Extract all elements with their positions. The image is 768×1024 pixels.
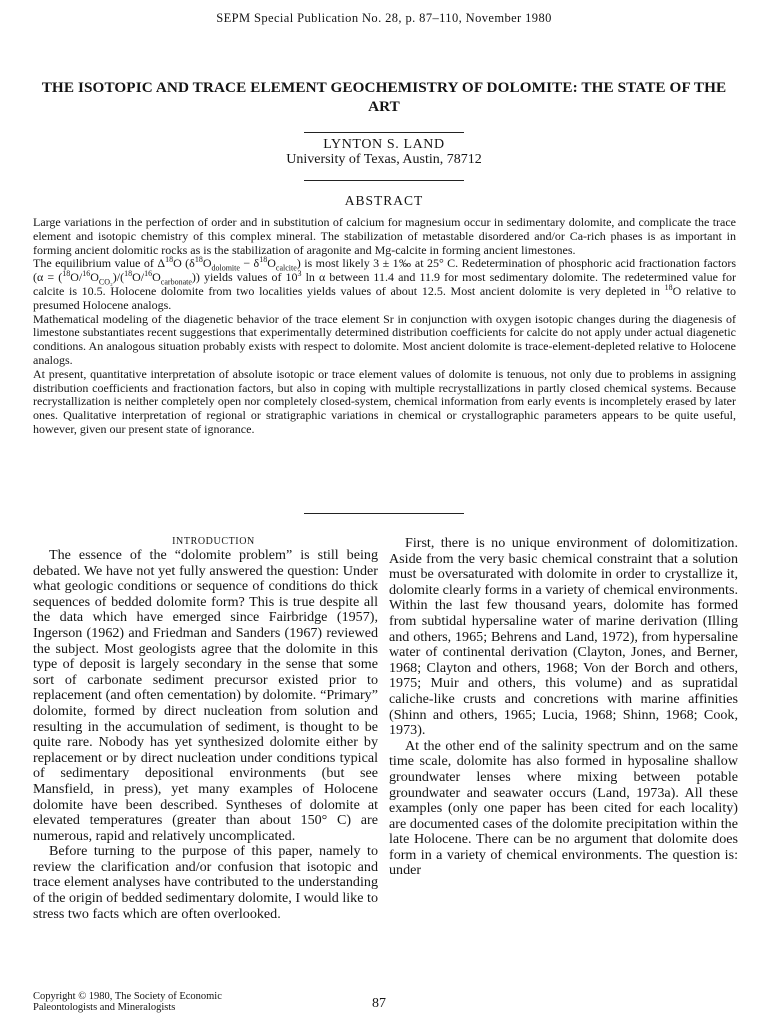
introduction-paragraph-2: Before turning to the purpose of this paper, namely to review the clarification and/or confusion that isotopic and trace element analyses have contributed to the understanding of the origin of bedded sedimentary dolomite, I would like to stress two facts which are often overlooked. bbox=[33, 844, 378, 922]
body-column-left bbox=[33, 536, 378, 922]
introduction-paragraph-3: First, there is no unique environment of dolomitization. Aside from the very basic chemical constraint that a solution must be oversaturated with dolomite in order to crystallize it, dolomite clearly forms in a variety of chemical environments. Within the last few thousand years, dolomite has formed from subtidal hypersaline water of marine derivation (Illing and others, 1965; Behrens and Land, 1972), from hypersaline water of continental derivation (Clayton, Jones, and Berner, 1968; Clayton and others, 1968; Von der Borch and others, 1975; Muir and others, this volume) and as supratidal caliche-like crusts and concretions with marine affinities (Shinn and others, 1965; Lucia, 1968; Shinn, 1968; Cook, 1973). bbox=[389, 535, 738, 739]
introduction-paragraph-4: At the other end of the salinity spectrum and on the same time scale, dolomite has also formed in hyposaline shallow groundwater lenses where mixing between potable groundwater and seawater occurs (Land, 1973a). All these examples (only one paper has been cited for each locality) are documented cases of the dolomite precipitation within the late Holocene. There can be no argument that dolomite does form in a variety of chemical environments. The question is: under bbox=[389, 737, 738, 879]
running-head: SEPM Special Publication No. 28, p. 87–110, November 1980 bbox=[216, 11, 552, 25]
abstract-paragraph-4: At present, quantitative interpretation of absolute isotopic or trace element values of dolomite is tenuous, not only due to problems in assigning distribution coefficients and fractionation factors, but also in coping with multiple recrystallizations in partly closed chemical systems. Because recrystallization is neither completely open nor completely closed-system, chemical information from early events is incompletely erased by later ones. Qualitative interpretation of regional or stratigraphic variations in chemical or crystallographic parameters appears to be quite useful, however, given our present state of ignorance. bbox=[33, 366, 736, 436]
author-affiliation: University of Texas, Austin, 78712 bbox=[286, 152, 482, 167]
abstract-heading: ABSTRACT bbox=[344, 193, 424, 208]
introduction-paragraph-1: The essence of the “dolomite problem” is still being debated. We have not yet fully answered the question: Under what geologic conditions or sequence of conditions do thick sequences of bedded dolomite form? This is true despite all the data which have emerged since Fairbridge (1957), Ingerson (1962) and Friedman and Sanders (1967) reviewed the subject. Most geologists agree that the dolomite in this type of deposit is largely secondary in the sense that some sort of carbonate sediment precursor existed prior to replacement (and often cementation) by dolomite. “Primary” dolomite, formed by direct nucleation from solution and resulting in the accumulation of sediment, is thought to be quite rare. Nobody has yet synthesized dolomite either by replacement or by direct nucleation under conditions typical of sedimentary depositional environments (but see Mansfield, in press), yet many examples of Holocene dolomite have been described. Syntheses of dolomite at elevated temperatures (greater than about 150° C) are numerous, rapid and relatively uncomplicated. bbox=[33, 547, 378, 844]
page-number: 87 bbox=[372, 996, 386, 1011]
author-name: LYNTON S. LAND bbox=[323, 137, 445, 152]
abstract-body bbox=[33, 216, 736, 437]
abstract-divider bbox=[304, 513, 464, 514]
abstract-paragraph-1: Large variations in the perfection of order and in substitution of calcium for magnesium occur in sedimentary dolomite, and complicate the trace element and isotopic chemistry of this complex mineral. The stabilization of metastable disordered and/or Ca-rich phases is as important in forming ancient dolomitic rocks as is the stabilization of aragonite and Mg-calcite in forming ancient limestones. bbox=[33, 215, 736, 257]
abstract-paragraph-3: Mathematical modeling of the diagenetic behavior of the trace element Sr in conjunction with oxygen isotopic changes during the diagenesis of limestone substantiates recent suggestions that experimentally determined distribution coefficients for calcite do not apply under actual diagenetic conditions. An analogous situation probably exists with respect to dolomite. Most ancient dolomite is trace-element-depleted relative to Holocene analogs. bbox=[33, 311, 736, 367]
copyright-notice: Copyright © 1980, The Society of Economic Paleontologists and Mineralogists bbox=[33, 991, 222, 1013]
introduction-heading: INTRODUCTION bbox=[172, 536, 255, 547]
article-title: THE ISOTOPIC AND TRACE ELEMENT GEOCHEMISTRY OF DOLOMITE: THE STATE OF THE ART bbox=[41, 79, 727, 115]
author-divider bbox=[304, 180, 464, 181]
abstract-paragraph-2: The equilibrium value of $\Delta^{18}O$ $(\delta^{18}O_{dolomite} - \delta^{18}O_{calcite})$ is most likely 3 ± 1‰ at 25° C. Redetermination of phosphoric acid fractionation factors $(\alpha = (^{18}O/^{16}O_{CO_2})/(^{18}O/^{16}O_{carbonate}))$ yields values of $10^3$ ln α between 11.4 and 11.9 for most sedimentary dolomite. The redetermined value for calcite is 10.5. Holocene dolomite from two localities yields values of about 12.5. Most ancient dolomite is very depleted in $^{18}$O relative to presumed Holocene analogs. bbox=[33, 255, 737, 312]
body-column-right bbox=[389, 536, 738, 879]
title-divider bbox=[304, 132, 464, 133]
